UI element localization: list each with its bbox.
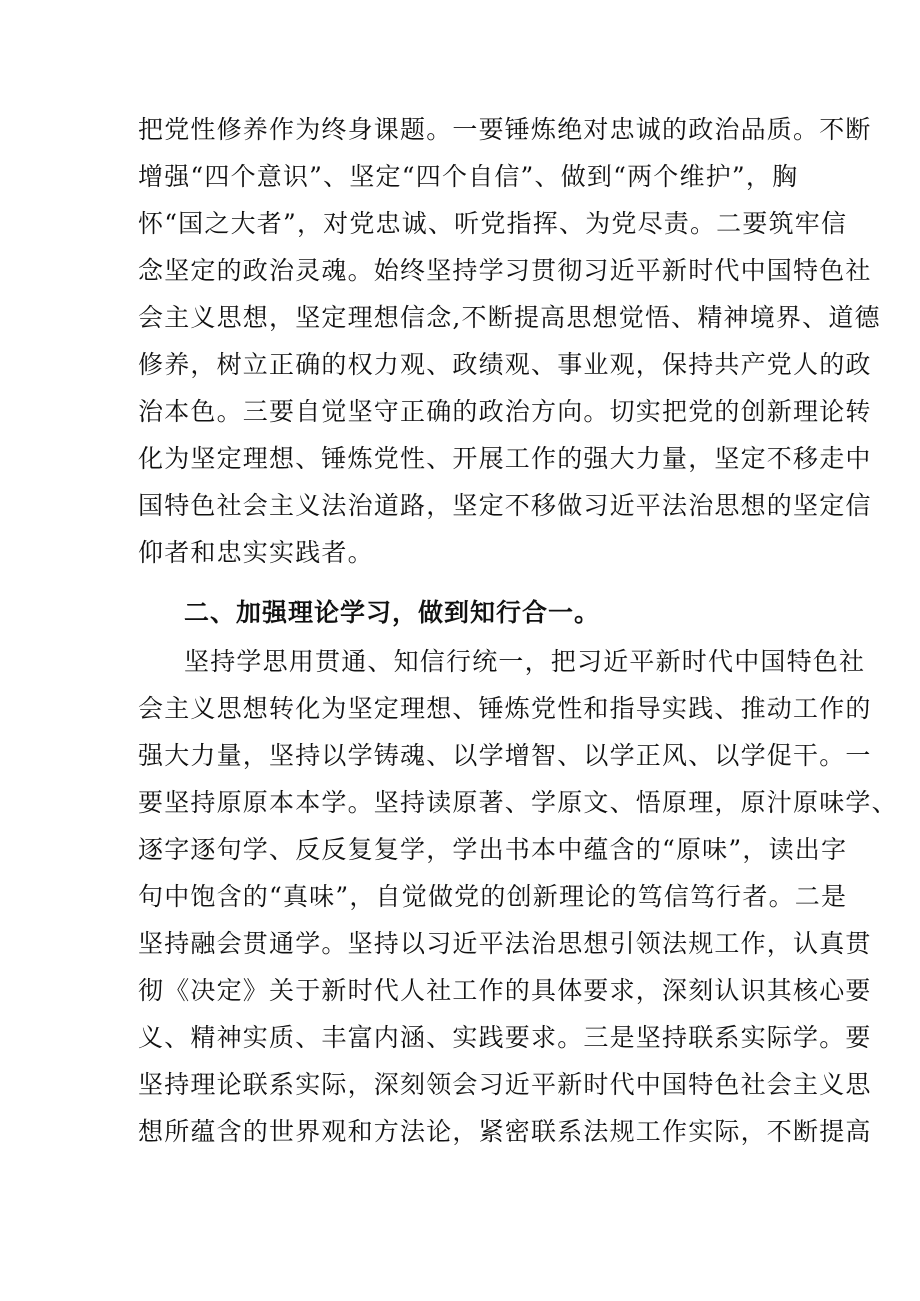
section-heading: 二、加强理论学习，做到知行合一。 [184,598,601,627]
paragraph-1-line: 仰者和忠实实践者。 [138,538,374,567]
paragraph-1-line: 增强“四个意识”、坚定“四个自信”、做到“两个维护”，胸 [138,162,799,191]
paragraph-2-line: 要坚持原原本本学。坚持读原著、学原文、悟原理，原汁原味学、 [138,788,898,817]
paragraph-1-line: 把党性修养作为终身课题。一要锤炼绝对忠诚的政治品质。不断 [138,115,872,144]
paragraph-1-line: 念坚定的政治灵魂。始终坚持学习贯彻习近平新时代中国特色社 [138,256,872,285]
paragraph-2-line: 会主义思想转化为坚定理想、锤炼党性和指导实践、推动工作的 [138,694,872,723]
paragraph-2-line: 坚持融会贯通学。坚持以习近平法治思想引领法规工作，认真贯 [138,929,872,958]
paragraph-1-line: 国特色社会主义法治道路，坚定不移做习近平法治思想的坚定信 [138,491,872,520]
paragraph-2-line: 想所蕴含的世界观和方法论，紧密联系法规工作实际，不断提高 [138,1117,872,1146]
paragraph-1-line: 修养，树立正确的权力观、政绩观、事业观，保持共产党人的政 [138,350,872,379]
paragraph-2-line: 坚持理论联系实际，深刻领会习近平新时代中国特色社会主义思 [138,1070,872,1099]
paragraph-1-line: 化为坚定理想、锤炼党性、开展工作的强大力量，坚定不移走中 [138,444,872,473]
paragraph-2-line: 坚持学思用贯通、知信行统一，把习近平新时代中国特色社 [184,647,866,676]
paragraph-1-line: 怀“国之大者”，对党忠诚、听党指挥、为党尽责。二要筑牢信 [138,209,848,238]
paragraph-1-line: 治本色。三要自觉坚守正确的政治方向。切实把党的创新理论转 [138,397,872,426]
paragraph-2-line: 彻《决定》关于新时代人社工作的具体要求，深刻认识其核心要 [138,976,872,1005]
paragraph-2-line: 强大力量，坚持以学铸魂、以学增智、以学正风、以学促干。一 [138,741,872,770]
paragraph-2-line: 义、精神实质、丰富内涵、实践要求。三是坚持联系实际学。要 [138,1023,872,1052]
paragraph-2-line: 句中饱含的“真味”，自觉做党的创新理论的笃信笃行者。二是 [138,882,848,911]
paragraph-1-line: 会主义思想，坚定理想信念,不断提高思想觉悟、精神境界、道德 [138,303,881,332]
paragraph-2-line: 逐字逐句学、反反复复学，学出书本中蕴含的“原味”，读出字 [138,835,848,864]
